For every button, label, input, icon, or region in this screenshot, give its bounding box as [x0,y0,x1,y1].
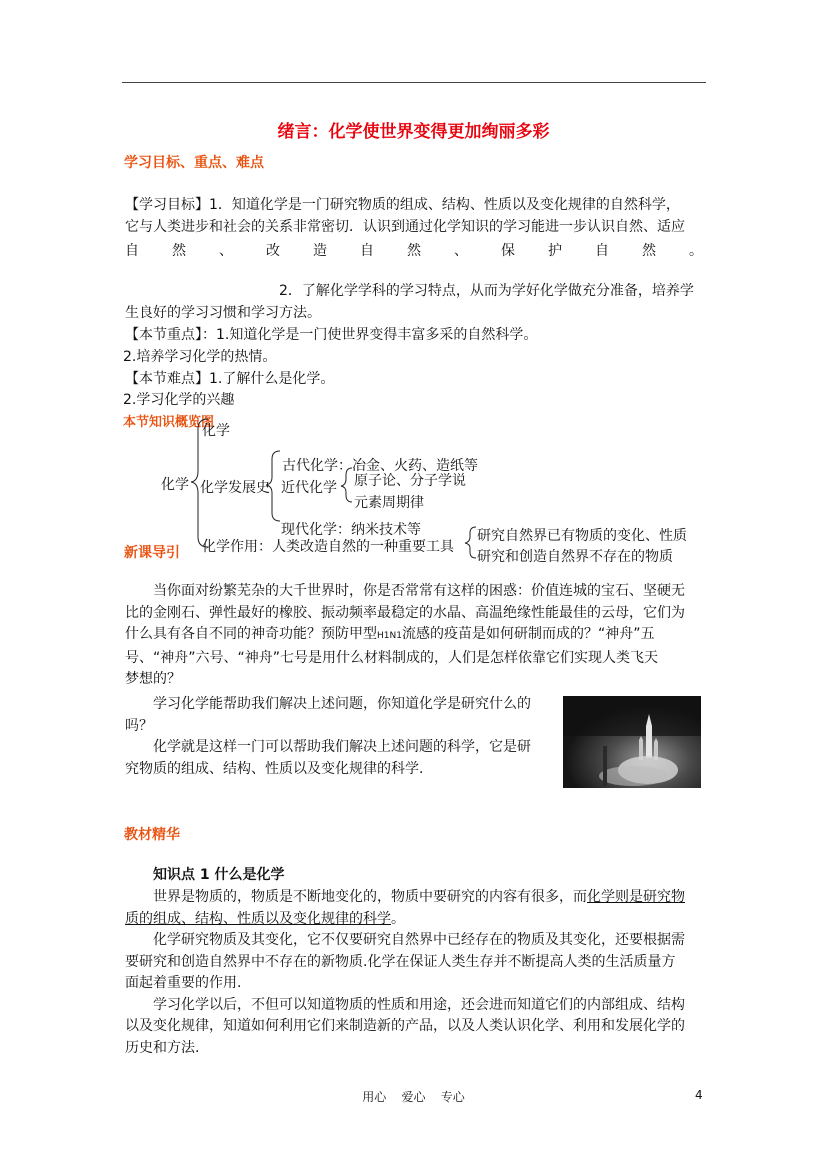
diagram-modern-near: 近代化学 [281,480,337,496]
intro-p1-text: 什么具有各自不同的神奇功能？预防甲型 [125,626,377,642]
knowledge-overview-diagram [150,415,710,565]
diagram-root: 化学 [161,477,189,493]
goals-line-2: 它与人类进步和社会的关系非常密切．认识到通过化学知识的学习能进一步认识自然、适应 [125,219,685,235]
spread-char: 自 [595,243,609,259]
intro-p3-line: 究物质的组成、结构、性质以及变化规律的科学. [125,760,424,777]
knowledge-point-heading: 知识点 1 什么是化学 [153,867,285,883]
intro-p1-line [125,624,685,648]
intro-paragraph-2 [125,694,531,780]
role-brace [465,527,476,558]
k-p3-line: 历史和方法. [125,1039,200,1056]
section-heading-overview: 本节知识概览图 [123,415,215,430]
section-heading-essence: 教材精华 [124,827,180,843]
k-p1-line [125,887,685,909]
spread-char: 自 [360,243,374,259]
intro-p1-line: 当你面对纷繁芜杂的大千世界时，你是否常常有这样的困惑：价值连城的宝石、坚硬无 [153,583,685,599]
goals-line-3-spread [125,240,703,260]
diagram-role: 化学作用：人类改造自然的一种重要工具 [202,539,454,555]
k-p2-line: 化学研究物质及其变化，它不仅要研究自然界中已经存在的物质及其变化，还要根据需 [153,932,685,948]
spread-char: 然 [172,243,186,259]
spread-char: 、 [454,243,468,259]
k-p3-line: 以及变化规律，知道如何利用它们来制造新的产品，以及人类认识化学、利用和发展化学的 [125,1018,685,1034]
diagram-role-b: 研究和创造自然界不存在的物质 [477,549,673,565]
spread-char: 保 [501,243,515,259]
goals-line-1: 【学习目标】1．知道化学是一门研究物质的组成、结构、性质以及变化规律的自然科学， [125,197,680,213]
difficulty-2: 2.学习化学的兴趣 [123,392,235,408]
rocket-image [563,696,701,788]
k-p1-line [125,909,685,931]
spread-char: 然 [407,243,421,259]
h1n1-label: H1N1 [377,631,402,641]
header-rule [122,82,706,83]
intro-p1-line: 比的金刚石、弹性最好的橡胶、振动频率最稳定的水晶、高温绝缘性能最佳的云母，它们为 [125,604,685,621]
page-number: 4 [695,1088,703,1102]
diagram-modern: 现代化学：纳米技术等 [281,522,421,538]
k-p2-line: 要研究和创造自然界中不存在的新物质.化学在保证人类生存并不断提高人类的生活质量方 [125,953,676,970]
k-p2-line: 面起着重要的作用. [125,975,242,991]
diagram-history: 化学发展史 [200,480,270,496]
spread-char: 改 [266,243,280,259]
page-title: 绪言：化学使世界变得更加绚丽多彩 [277,122,550,142]
spread-char: 、 [219,243,233,259]
intro-p3-line: 化学就是这样一门可以帮助我们解决上述问题的科学，它是研 [153,739,531,755]
section-heading-goals: 学习目标、重点、难点 [124,155,264,171]
section-heading-intro: 新课导引 [124,545,180,561]
diagram-periodic: 元素周期律 [354,495,424,511]
knowledge-paragraph-1 [125,887,685,1059]
footer-motto: 用心 爱心 专心 [362,1090,465,1104]
spread-char: 造 [313,243,327,259]
spread-char: 然 [642,243,656,259]
spread-char: 自 [125,243,139,259]
k-p1-text: 。 [391,910,405,927]
key-points-2: 2.培养学习化学的热情。 [123,349,277,365]
diagram-atomic: 原子论、分子学说 [354,473,466,489]
key-points: 【本节重点】：1.知道化学是一门使世界变得丰富多采的自然科学。 [125,327,538,343]
spread-char: 。 [689,243,703,259]
intro-p1-text: 流感的疫苗是如何研制而成的？“神舟”五 [401,626,655,642]
intro-paragraph-1 [125,581,685,691]
k-p1-text: 世界是物质的，物质是不断地变化的，物质中要研究的内容有很多，而 [153,889,587,905]
difficulty: 【本节难点】1.了解什么是化学。 [125,371,335,387]
k-p1-underlined: 化学则是研究物 [587,889,685,905]
spread-char: 护 [548,243,562,259]
diagram-ancient: 古代化学：冶金、火药、造纸等 [282,458,478,474]
goals-line-4: 2．了解化学学科的学习特点，从而为学好化学做充分准备，培养学 [279,283,694,299]
intro-p2-line: 学习化学能帮助我们解决上述问题，你知道化学是研究什么的 [153,696,531,712]
intro-p1-line: 号、“神舟”六号、“神舟”七号是用什么材料制成的，人们是怎样依靠它们实现人类飞天 [125,649,659,666]
intro-p2-line: 吗？ [125,717,153,734]
diagram-role-a: 研究自然界已有物质的变化、性质 [477,528,687,544]
intro-p1-line: 梦想的？ [125,671,181,687]
diagram-top: 化学 [202,423,230,439]
goals-line-5: 生良好的学习习惯和学习方法。 [125,305,321,321]
rocket-launch-photo [563,696,701,788]
k-p1-underlined: 质的组成、结构、性质以及变化规律的科学 [125,910,391,927]
k-p3-line: 学习化学以后，不但可以知道物质的性质和用途，还会进而知道它们的内部组成、结构 [153,996,685,1013]
